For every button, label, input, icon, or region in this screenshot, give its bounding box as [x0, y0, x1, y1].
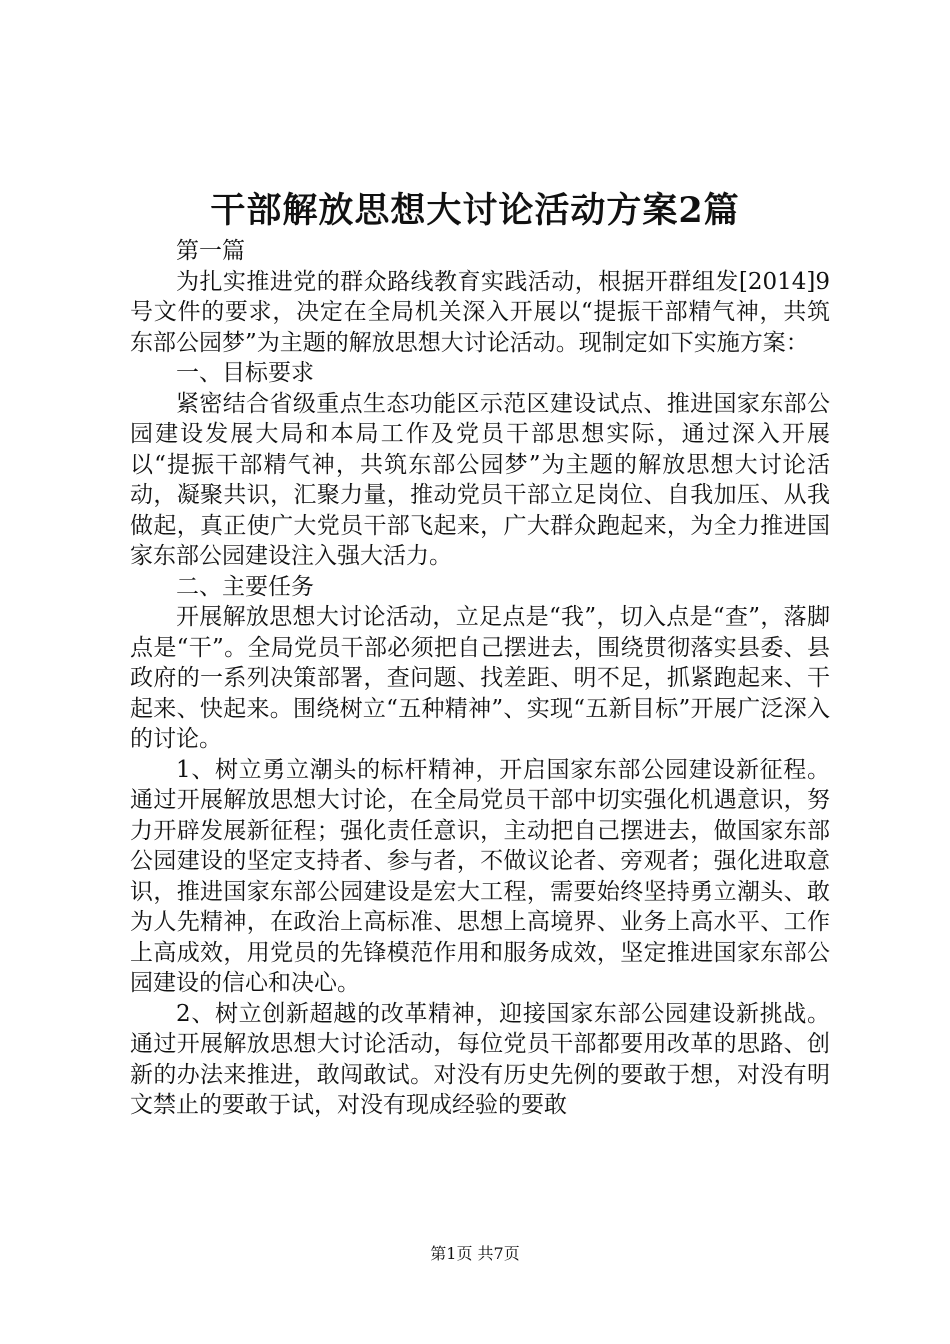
document-body	[130, 236, 830, 1121]
paragraph: 1、树立勇立潮头的标杆精神，开启国家东部公园建设新征程。通过开展解放思想大讨论，在全局党员干部中切实强化机遇意识，努力开辟发展新征程；强化责任意识，主动把自己摆进去，做国家东部公园建设的坚定支持者、参与者，不做议论者、旁观者；强化进取意识，推进国家东部公园建设是宏大工程，需要始终坚持勇立潮头、敢为人先精神，在政治上高标准、思想上高境界、业务上高水平、工作上高成效，用党员的先锋模范作用和服务成效，坚定推进国家东部公园建设的信心和决心。	[130, 756, 830, 996]
section-heading: 二、主要任务	[176, 573, 314, 600]
paragraph: 紧密结合省级重点生态功能区示范区建设试点、推进国家东部公园建设发展大局和本局工作及党员干部思想实际，通过深入开展以“提振干部精气神，共筑东部公园梦”为主题的解放思想大讨论活动，凝聚共识，汇聚力量，推动党员干部立足岗位、自我加压、从我做起，真正使广大党员干部飞起来，广大群众跑起来，为全力推进国家东部公园建设注入强大活力。	[130, 390, 830, 569]
page-footer: 第1页 共7页	[430, 1244, 520, 1263]
document-title: 干部解放思想大讨论活动方案2篇	[210, 190, 740, 231]
section-heading: 第一篇	[176, 238, 245, 264]
paragraph: 开展解放思想大讨论活动，立足点是“我”，切入点是“查”，落脚点是“干”。全局党员干部必须把自己摆进去，围绕贯彻落实县委、县政府的一系列决策部署，查问题、找差距、明不足，抓紧跑起来、干起来、快起来。围绕树立“五种精神”、实现“五新目标”开展广泛深入的讨论。	[130, 604, 830, 752]
section-heading: 一、目标要求	[176, 360, 314, 386]
paragraph: 2、树立创新超越的改革精神，迎接国家东部公园建设新挑战。通过开展解放思想大讨论活动，每位党员干部都要用改革的思路、创新的办法来推进，敢闯敢试。对没有历史先例的要敢于想，对没有明文禁止的要敢于试，对没有现成经验的要敢	[130, 1000, 830, 1118]
paragraph: 为扎实推进党的群众路线教育实践活动，根据开群组发[2014]9号文件的要求，决定在全局机关深入开展以“提振干部精气神，共筑东部公园梦”为主题的解放思想大讨论活动。现制定如下实施方案：	[130, 268, 830, 356]
